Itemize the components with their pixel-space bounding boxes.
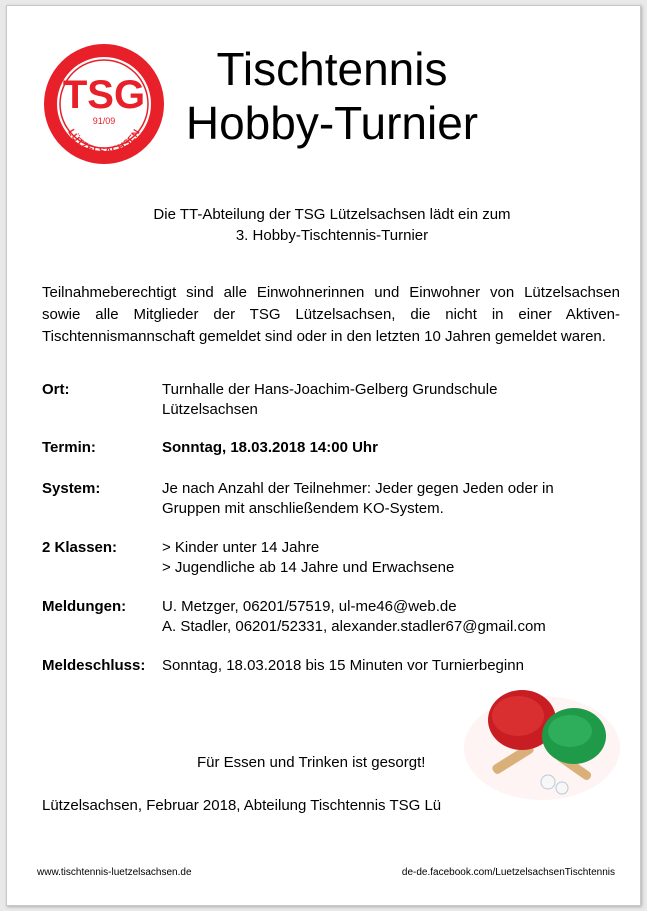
- title-line-1: Tischtennis: [216, 43, 448, 95]
- invitation-text: [37, 204, 627, 246]
- klassen-line-1: > Kinder unter 14 Jahre: [162, 539, 320, 556]
- logo-year: 91/09: [92, 116, 116, 126]
- system-value: [162, 479, 622, 519]
- logo-club: TSG: [62, 73, 146, 117]
- ort-value: [162, 380, 622, 420]
- meldungen-line-2: A. Stadler, 06201/52331, alexander.stadler67@gmail.com: [162, 618, 546, 635]
- ort-line-1: Turnhalle der Hans-Joachim-Gelberg Grundschule: [162, 381, 498, 398]
- signature-line: Lützelsachsen, Februar 2018, Abteilung Tischtennis TSG Lü: [42, 797, 442, 814]
- meldungen-label: Meldungen:: [42, 598, 127, 615]
- meldeschluss-value: Sonntag, 18.03.2018 bis 15 Minuten vor Turnierbeginn: [162, 657, 524, 674]
- meldungen-line-1: U. Metzger, 06201/57519, ul-me46@web.de: [162, 598, 457, 615]
- flyer-title: [157, 42, 507, 150]
- website-url: www.tischtennis-luetzelsachsen.de: [37, 867, 192, 878]
- table-tennis-paddles-image: [462, 678, 622, 806]
- flyer-page: [6, 5, 641, 906]
- termin-value: Sonntag, 18.03.2018 14:00 Uhr: [162, 439, 378, 456]
- meldungen-value: [162, 597, 622, 637]
- meldeschluss-label: Meldeschluss:: [42, 657, 146, 674]
- klassen-label: 2 Klassen:: [42, 539, 118, 556]
- eligibility-paragraph: Teilnahmeberechtigt sind alle Einwohnerinnen und Einwohner von Lützelsachsen sowie alle Mitglieder der TSG Lützelsachsen, die nicht in einer Aktiven-Tischtennismannschaft gemeldet sind oder in den letzten 10 Jahren gemeldet waren.: [42, 284, 620, 345]
- intro-line-2: 3. Hobby-Tischtennis-Turnier: [235, 227, 429, 244]
- ort-line-2: Lützelsachsen: [162, 401, 258, 418]
- facebook-url: de-de.facebook.com/LuetzelsachsenTischtennis: [401, 867, 615, 878]
- title-line-2: Hobby-Turnier: [185, 97, 479, 149]
- system-line-1: Je nach Anzahl der Teilnehmer: Jeder gegen Jeden oder in: [162, 480, 554, 497]
- system-line-2: Gruppen mit anschließendem KO-System.: [162, 500, 444, 517]
- tsg-logo: [42, 42, 166, 166]
- logo-town: LÜTZELSACHSEN: [65, 127, 143, 158]
- system-label: System:: [42, 480, 101, 497]
- food-note: Für Essen und Trinken ist gesorgt!: [197, 754, 426, 771]
- ort-label: Ort:: [42, 381, 70, 398]
- klassen-line-2: > Jugendliche ab 14 Jahre und Erwachsene: [162, 559, 455, 576]
- termin-label: Termin:: [42, 439, 96, 456]
- intro-line-1: Die TT-Abteilung der TSG Lützelsachsen lädt ein zum: [153, 206, 511, 223]
- klassen-value: [162, 538, 622, 578]
